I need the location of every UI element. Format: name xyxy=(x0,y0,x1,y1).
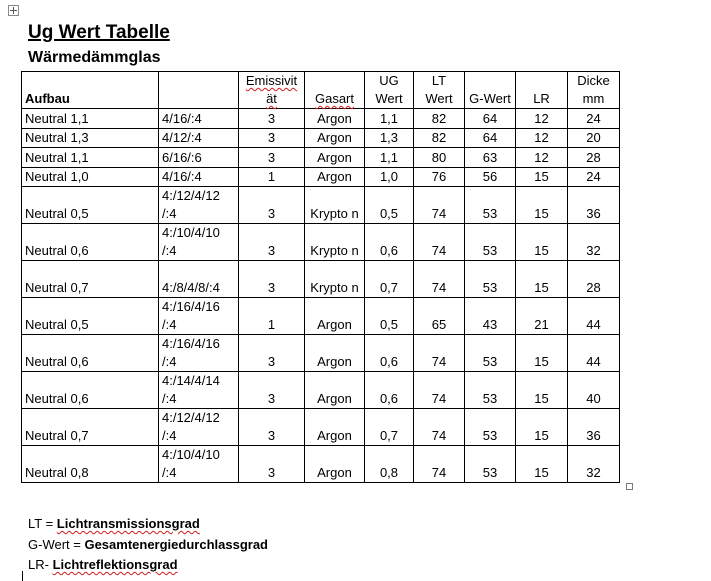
cell-lr: 21 xyxy=(516,298,568,335)
cell-g: 56 xyxy=(465,167,516,187)
cell-ug: 0,5 xyxy=(365,298,414,335)
cell-glas: 4/16/:4 xyxy=(159,109,239,129)
cell-aufbau: Neutral 0,6 xyxy=(22,335,159,372)
cell-g: 53 xyxy=(465,446,516,483)
table-row xyxy=(22,372,620,409)
table-row xyxy=(22,409,620,446)
cell-lr: 15 xyxy=(516,372,568,409)
table-row xyxy=(22,148,620,168)
cell-emissivitaet: 3 xyxy=(239,372,305,409)
table-row xyxy=(22,187,620,224)
cell-lr: 15 xyxy=(516,224,568,261)
cell-lr: 15 xyxy=(516,167,568,187)
cell-aufbau: Neutral 0,5 xyxy=(22,298,159,335)
cell-lt: 74 xyxy=(414,372,465,409)
cell-gasart: Krypto n xyxy=(305,187,365,224)
cell-lt: 74 xyxy=(414,224,465,261)
cell-ug: 0,7 xyxy=(365,409,414,446)
cell-emissivitaet: 3 xyxy=(239,109,305,129)
cell-g: 53 xyxy=(465,335,516,372)
cell-gasart: Argon xyxy=(305,148,365,168)
cell-dicke: 28 xyxy=(568,148,620,168)
cell-ug: 1,3 xyxy=(365,128,414,148)
cell-dicke: 36 xyxy=(568,187,620,224)
cell-gasart: Argon xyxy=(305,409,365,446)
cell-gasart: Argon xyxy=(305,446,365,483)
cell-emissivitaet: 3 xyxy=(239,128,305,148)
cell-lt: 74 xyxy=(414,409,465,446)
legend-lr xyxy=(28,557,178,572)
cell-glas: 6/16/:6 xyxy=(159,148,239,168)
cell-glas: 4:/10/4/10 /:4 xyxy=(159,224,239,261)
legend-lt-text: Lichtransmissionsgrad xyxy=(56,516,200,531)
cell-emissivitaet: 3 xyxy=(239,335,305,372)
cell-gasart: Argon xyxy=(305,372,365,409)
cell-lr: 12 xyxy=(516,148,568,168)
table-move-handle-icon[interactable] xyxy=(8,5,19,16)
cell-gasart: Krypto n xyxy=(305,224,365,261)
table-row xyxy=(22,335,620,372)
legend-lt xyxy=(28,516,200,531)
cell-aufbau: Neutral 0,8 xyxy=(22,446,159,483)
cell-emissivitaet: 3 xyxy=(239,261,305,298)
legend-g-wert xyxy=(28,537,268,552)
cell-glas: 4:/16/4/16 /:4 xyxy=(159,335,239,372)
cell-g: 53 xyxy=(465,224,516,261)
header-emissivitaet xyxy=(239,72,305,109)
cell-gasart: Argon xyxy=(305,109,365,129)
cell-aufbau: Neutral 0,7 xyxy=(22,261,159,298)
cell-ug: 0,6 xyxy=(365,224,414,261)
cell-lr: 12 xyxy=(516,128,568,148)
cell-dicke: 44 xyxy=(568,298,620,335)
cell-lt: 82 xyxy=(414,128,465,148)
cell-glas: 4:/10/4/10 /:4 xyxy=(159,446,239,483)
cell-g: 53 xyxy=(465,409,516,446)
cell-aufbau: Neutral 1,1 xyxy=(22,109,159,129)
cell-gasart: Argon xyxy=(305,128,365,148)
cell-lr: 15 xyxy=(516,335,568,372)
cell-dicke: 24 xyxy=(568,109,620,129)
cell-g: 53 xyxy=(465,372,516,409)
cell-dicke: 36 xyxy=(568,409,620,446)
cell-g: 64 xyxy=(465,109,516,129)
cell-lr: 15 xyxy=(516,187,568,224)
cell-g: 43 xyxy=(465,298,516,335)
cell-emissivitaet: 3 xyxy=(239,224,305,261)
cell-aufbau: Neutral 1,3 xyxy=(22,128,159,148)
cell-aufbau: Neutral 0,6 xyxy=(22,224,159,261)
header-aufbau: Aufbau xyxy=(22,72,159,109)
title-text: Ug Wert Tabelle xyxy=(28,22,170,43)
document-subtitle: Wärmedämmglas xyxy=(28,49,161,66)
table-row xyxy=(22,167,620,187)
cell-emissivitaet: 3 xyxy=(239,148,305,168)
cell-ug: 1,1 xyxy=(365,109,414,129)
legend-lr-text: Lichtreflektionsgrad xyxy=(52,557,178,572)
cell-aufbau: Neutral 1,1 xyxy=(22,148,159,168)
header-gasart xyxy=(305,72,365,109)
cell-lt: 74 xyxy=(414,446,465,483)
legend-g-prefix: G-Wert = xyxy=(28,537,85,552)
table-row xyxy=(22,261,620,298)
table-row xyxy=(22,109,620,129)
header-lr: LR xyxy=(516,72,568,109)
cell-lt: 80 xyxy=(414,148,465,168)
cell-g: 63 xyxy=(465,148,516,168)
cell-lt: 74 xyxy=(414,335,465,372)
legend-g-text: Gesamtenergiedurchlassgrad xyxy=(84,537,268,552)
document-title xyxy=(28,22,170,44)
header-emissivitaet-text: Emissivit ät xyxy=(245,73,298,106)
header-ug-wert: UG Wert xyxy=(365,72,414,109)
text-cursor xyxy=(22,571,23,581)
cell-glas: 4:/16/4/16 /:4 xyxy=(159,298,239,335)
cell-ug: 0,5 xyxy=(365,187,414,224)
cell-ug: 1,0 xyxy=(365,167,414,187)
cell-aufbau: Neutral 0,5 xyxy=(22,187,159,224)
cell-glas: 4/16/:4 xyxy=(159,167,239,187)
cell-lt: 74 xyxy=(414,261,465,298)
cell-lr: 15 xyxy=(516,261,568,298)
cell-lr: 12 xyxy=(516,109,568,129)
cell-gasart: Krypto n xyxy=(305,261,365,298)
legend-lt-prefix: LT = xyxy=(28,516,57,531)
cell-emissivitaet: 3 xyxy=(239,187,305,224)
cell-emissivitaet: 3 xyxy=(239,446,305,483)
cell-gasart: Argon xyxy=(305,298,365,335)
cell-aufbau: Neutral 0,7 xyxy=(22,409,159,446)
cell-dicke: 32 xyxy=(568,446,620,483)
cell-dicke: 24 xyxy=(568,167,620,187)
cell-emissivitaet: 3 xyxy=(239,409,305,446)
table-resize-handle-icon[interactable] xyxy=(626,483,633,490)
cell-g: 64 xyxy=(465,128,516,148)
cell-ug: 0,6 xyxy=(365,335,414,372)
cell-dicke: 28 xyxy=(568,261,620,298)
cell-g: 53 xyxy=(465,261,516,298)
cell-emissivitaet: 1 xyxy=(239,298,305,335)
cell-glas: 4:/12/4/12 /:4 xyxy=(159,409,239,446)
legend-lr-prefix: LR- xyxy=(28,557,53,572)
header-dicke: Dicke mm xyxy=(568,72,620,109)
cell-ug: 0,6 xyxy=(365,372,414,409)
header-gasart-text: Gasart xyxy=(314,91,354,106)
cell-glas: 4:/12/4/12 /:4 xyxy=(159,187,239,224)
cell-glas: 4:/14/4/14 /:4 xyxy=(159,372,239,409)
header-lt-wert: LT Wert xyxy=(414,72,465,109)
cell-ug: 1,1 xyxy=(365,148,414,168)
cell-gasart: Argon xyxy=(305,167,365,187)
header-glas xyxy=(159,72,239,109)
cell-aufbau: Neutral 0,6 xyxy=(22,372,159,409)
table-row xyxy=(22,446,620,483)
cell-dicke: 32 xyxy=(568,224,620,261)
cell-dicke: 20 xyxy=(568,128,620,148)
cell-aufbau: Neutral 1,0 xyxy=(22,167,159,187)
table-header-row xyxy=(22,72,620,109)
cell-gasart: Argon xyxy=(305,335,365,372)
cell-glas: 4/12/:4 xyxy=(159,128,239,148)
cell-lt: 76 xyxy=(414,167,465,187)
cell-emissivitaet: 1 xyxy=(239,167,305,187)
cell-lt: 74 xyxy=(414,187,465,224)
header-g-wert: G-Wert xyxy=(465,72,516,109)
ug-value-table xyxy=(21,71,620,483)
cell-ug: 0,8 xyxy=(365,446,414,483)
cell-dicke: 40 xyxy=(568,372,620,409)
cell-dicke: 44 xyxy=(568,335,620,372)
cell-ug: 0,7 xyxy=(365,261,414,298)
cell-lr: 15 xyxy=(516,446,568,483)
cell-g: 53 xyxy=(465,187,516,224)
cell-lt: 65 xyxy=(414,298,465,335)
table-row xyxy=(22,298,620,335)
table-row xyxy=(22,128,620,148)
cell-glas: 4:/8/4/8/:4 xyxy=(159,261,239,298)
table-row xyxy=(22,224,620,261)
cell-lt: 82 xyxy=(414,109,465,129)
cell-lr: 15 xyxy=(516,409,568,446)
